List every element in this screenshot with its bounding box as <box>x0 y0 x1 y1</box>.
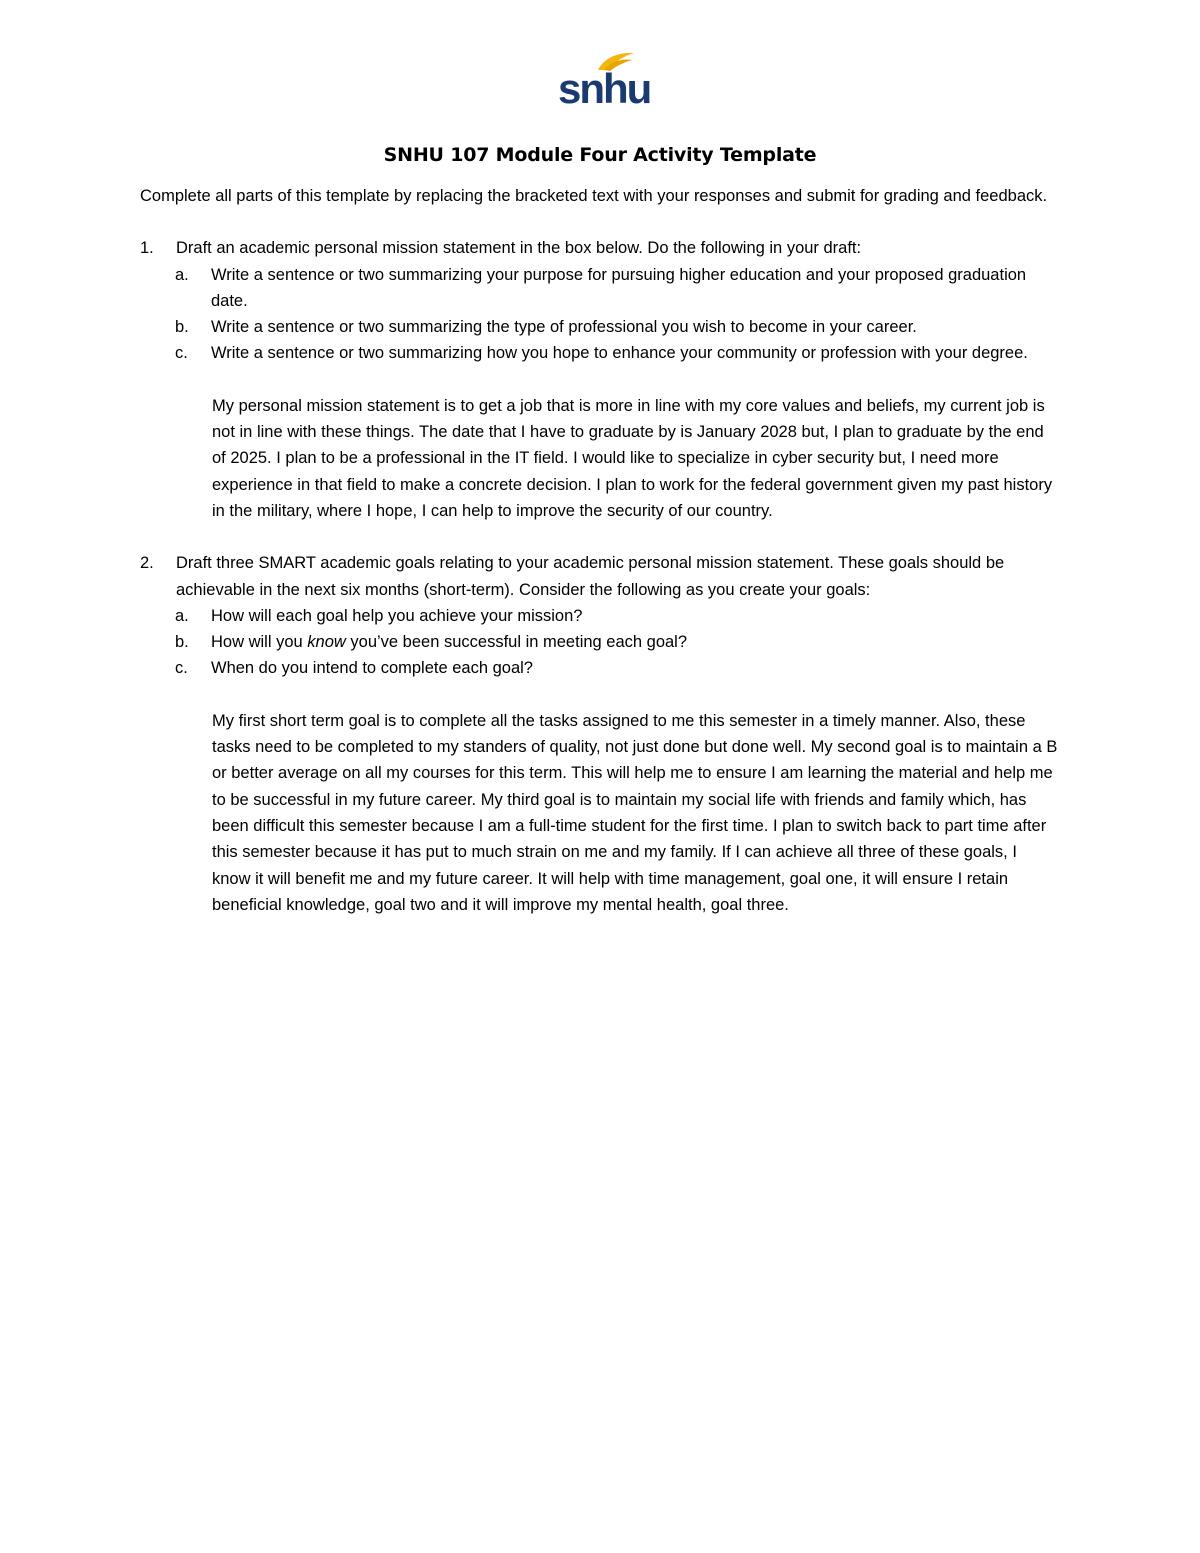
question-prompt <box>140 235 1060 261</box>
intro-paragraph: Complete all parts of this template by replacing the bracketed text with your responses and submit for grading and feedback. <box>140 187 1048 205</box>
question-number: 1. <box>140 239 154 258</box>
item-text: Write a sentence or two summarizing the type of professional you wish to become in your career. <box>211 318 917 337</box>
question-text: Draft an academic personal mission statement in the box below. Do the following in your draft: <box>176 239 862 258</box>
item-letter: c. <box>175 344 188 363</box>
question-number: 2. <box>140 554 154 573</box>
question-1 <box>140 235 1060 524</box>
question-2 <box>140 550 1060 918</box>
list-item <box>140 340 1060 366</box>
item-letter: c. <box>175 659 188 678</box>
logo-wordmark: snhu <box>558 65 651 112</box>
item-text: Write a sentence or two summarizing how you hope to enhance your community or profession with your degree. <box>211 344 1028 363</box>
question-text: Draft three SMART academic goals relating to your academic personal mission statement. These goals should be achievable in the next six months (short-term). Consider the following as you create your goals: <box>176 554 1005 599</box>
item-text-emphasis: know <box>307 633 346 652</box>
answer-paragraph: My first short term goal is to complete all the tasks assigned to me this semester in a timely manner. Also, these tasks need to be completed to my standers of quality, not just done but done well. My second goal is to maintain a B or better average on all my courses for this term. This will help me to ensure I am learning the material and help me to be successful in my future career. My third goal is to maintain my social life with friends and family which, has been difficult this semester because I am a full-time student for the first time. I plan to switch back to part time after this semester because it has put to much strain on me and my family. If I can achieve all three of these goals, I know it will benefit me and my future career. It will help with time management, goal one, it will ensure I retain beneficial knowledge, goal two and it will improve my mental health, goal three. <box>212 711 1058 914</box>
item-letter: b. <box>175 633 189 652</box>
item-letter: b. <box>175 318 189 337</box>
list-item <box>140 655 1060 681</box>
question-prompt <box>140 550 1060 603</box>
item-text-before: How will you <box>211 633 308 652</box>
list-item <box>140 629 1060 655</box>
list-item <box>140 314 1060 340</box>
item-text: When do you intend to complete each goal? <box>211 659 533 678</box>
item-text: Write a sentence or two summarizing your purpose for pursuing higher education and your proposed graduation date. <box>211 265 1027 310</box>
list-item <box>140 262 1060 315</box>
answer-paragraph: My personal mission statement is to get a job that is more in line with my core values and beliefs, my current job is not in line with these things. The date that I have to graduate by is January 2028 but, I plan to graduate by the end of 2025. I plan to be a professional in the IT field. I would like to specialize in cyber security but, I need more experience in that field to make a concrete decision. I plan to work for the federal government given my past history in the military, where I hope, I can help to improve the security of our country. <box>212 396 1053 520</box>
document-title: SNHU 107 Module Four Activity Template <box>383 144 817 166</box>
snhu-logo <box>552 48 651 112</box>
item-letter: a. <box>175 265 189 284</box>
item-text-after: you’ve been successful in meeting each goal? <box>345 633 688 652</box>
list-item <box>140 603 1060 629</box>
document-body <box>140 183 1060 918</box>
item-letter: a. <box>175 606 189 625</box>
item-text: How will each goal help you achieve your mission? <box>211 606 583 625</box>
